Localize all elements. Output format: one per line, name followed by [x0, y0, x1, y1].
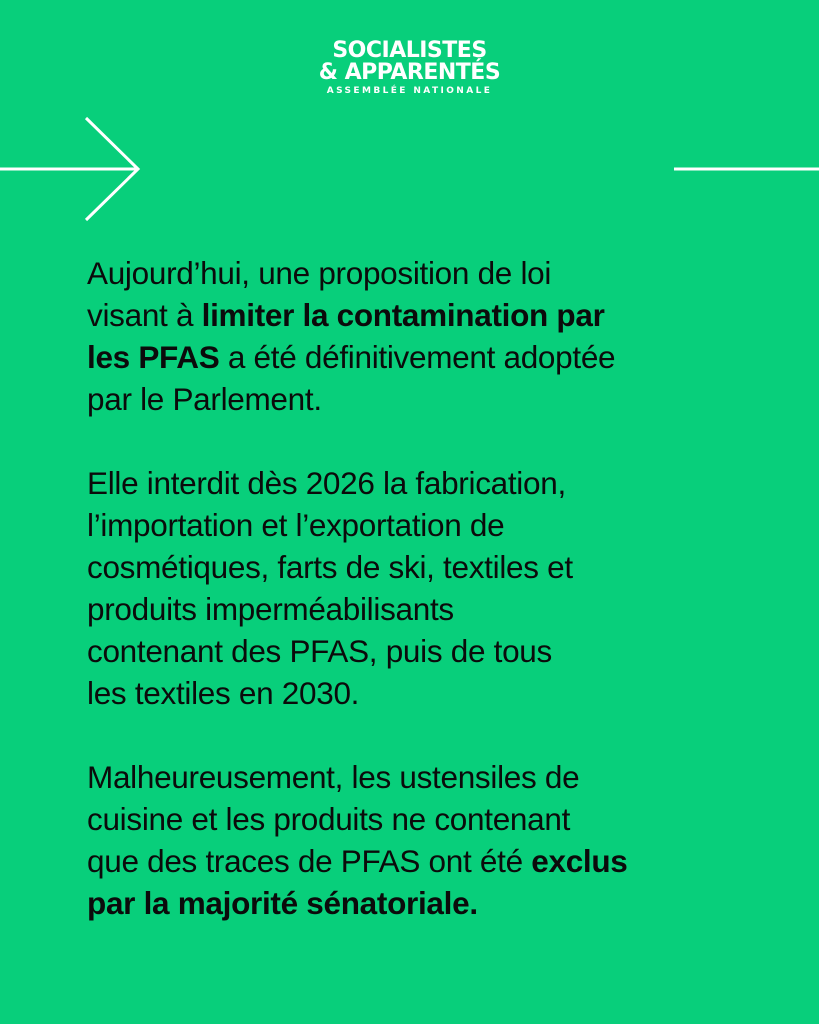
text-run: a été définitivement adoptée [219, 339, 616, 375]
text-line: produits imperméabilisants [87, 591, 454, 627]
text-line: les textiles en 2030. [87, 675, 360, 711]
main-text [87, 252, 787, 924]
paragraph-3 [87, 756, 787, 924]
text-run: que des traces de PFAS ont été [87, 843, 532, 879]
paragraph-2 [87, 462, 787, 714]
text-line: contenant des PFAS, puis de tous [87, 633, 552, 669]
brand-line-3: ASSEMBLÉE NATIONALE [326, 86, 493, 96]
paragraph-1 [87, 252, 787, 420]
decorative-lines [0, 110, 819, 230]
text-line: par la majorité sénatoriale. [87, 885, 478, 921]
arrow-right-icon [0, 118, 138, 220]
text-line: Aujourd’hui, une proposition de loi [87, 255, 552, 291]
text-line: Elle interdit dès 2026 la fabrication, [87, 465, 566, 501]
text-line: par le Parlement. [87, 381, 322, 417]
bold-text-run: limiter la contamination par [201, 297, 605, 333]
brand-line-2: & APPARENTÉS [318, 60, 501, 85]
text-line [87, 336, 787, 378]
text-line [87, 294, 787, 336]
text-line [87, 840, 787, 882]
bold-text-run: les PFAS [87, 339, 220, 375]
brand-logo [0, 40, 819, 96]
bold-text-run: exclus [531, 843, 628, 879]
brand-line-1: SOCIALISTES [332, 38, 487, 63]
text-line: cosmétiques, farts de ski, textiles et [87, 549, 573, 585]
text-line: Malheureusement, les ustensiles de [87, 759, 580, 795]
text-run: visant à [87, 297, 202, 333]
text-line: l’importation et l’exportation de [87, 507, 505, 543]
text-line: cuisine et les produits ne contenant [87, 801, 571, 837]
